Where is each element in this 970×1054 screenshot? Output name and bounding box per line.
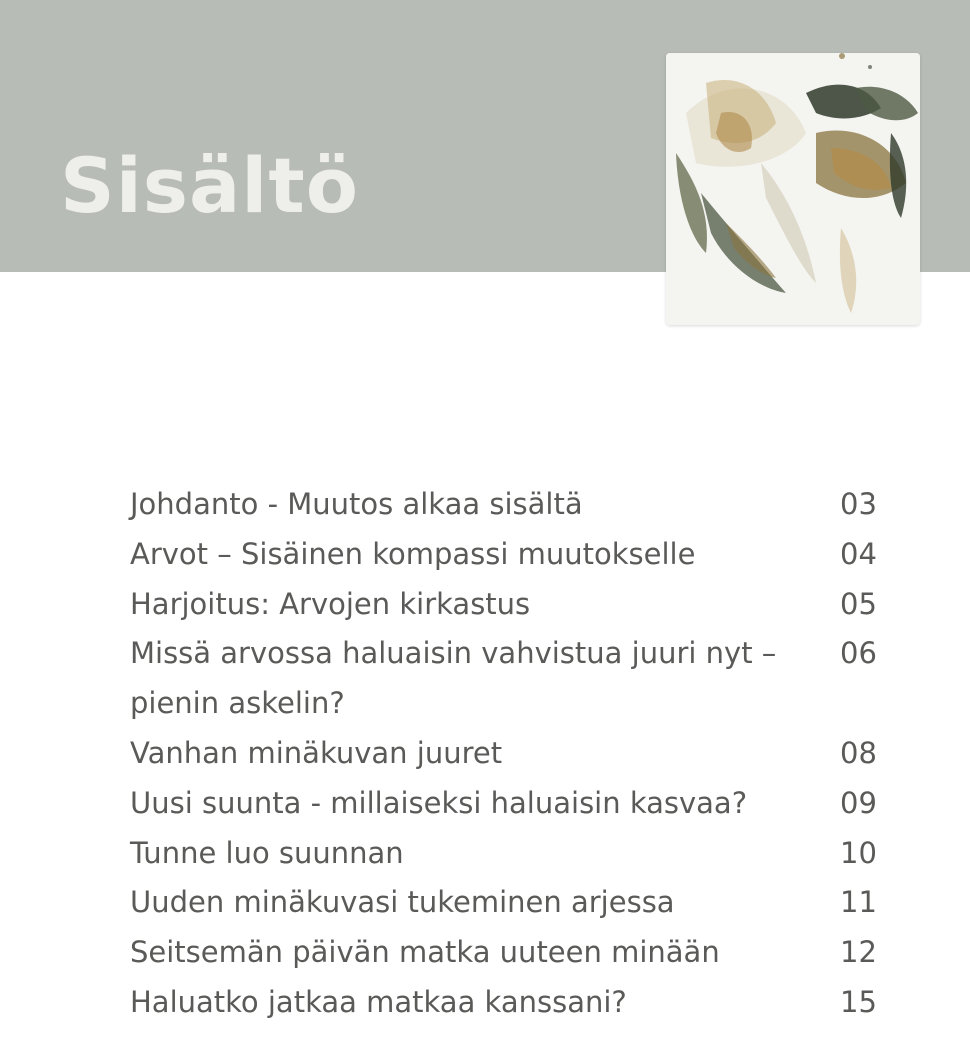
toc-entry-title: Seitsemän päivän matka uuteen minään: [130, 935, 720, 970]
toc-entry-page: 04: [840, 536, 877, 571]
toc-entry-title: Uusi suunta - millaiseksi haluaisin kasvaa?: [130, 785, 748, 820]
toc-entry-page: 08: [840, 735, 877, 770]
toc-entry-page: 06: [840, 636, 877, 671]
toc-entry-8[interactable]: [130, 928, 900, 978]
toc-entry-page: 10: [840, 835, 877, 870]
toc-entry-title: Johdanto - Muutos alkaa sisältä: [130, 487, 583, 521]
artwork-icon: [666, 53, 920, 325]
toc-entry-page: 11: [840, 885, 877, 920]
toc-entry-title: Uuden minäkuvasi tukeminen arjessa: [130, 885, 675, 920]
toc-entry-5[interactable]: [130, 779, 900, 829]
toc-entry-title: Tunne luo suunnan: [130, 835, 404, 870]
toc-entry-9[interactable]: [130, 978, 900, 1028]
toc-entry-3[interactable]: [130, 629, 900, 729]
toc-entry-page: 12: [840, 935, 877, 970]
toc-entry-title: Haluatko jatkaa matkaa kanssani?: [130, 984, 627, 1019]
abstract-artwork-image: [666, 53, 920, 325]
toc-entry-title: Harjoitus: Arvojen kirkastus: [130, 586, 531, 621]
toc-entry-2[interactable]: [130, 580, 900, 630]
toc-entry-6[interactable]: [130, 829, 900, 879]
toc-entry-title: Arvot – Sisäinen kompassi muutokselle: [130, 536, 696, 571]
toc-entry-page: 03: [840, 487, 877, 521]
toc-entry-4[interactable]: [130, 729, 900, 779]
table-of-contents: [130, 480, 900, 1028]
page-title: Sisältö: [60, 141, 359, 230]
toc-entry-page: 05: [840, 586, 877, 621]
toc-entry-title: Vanhan minäkuvan juuret: [130, 735, 503, 770]
toc-entry-page: 09: [840, 785, 877, 820]
toc-entry-page: 15: [840, 984, 877, 1019]
toc-entry-1[interactable]: [130, 530, 900, 580]
toc-entry-7[interactable]: [130, 878, 900, 928]
toc-entry-title: Missä arvossa haluaisin vahvistua juuri nyt – pienin askelin?: [130, 636, 777, 721]
toc-entry-0[interactable]: [130, 480, 900, 530]
